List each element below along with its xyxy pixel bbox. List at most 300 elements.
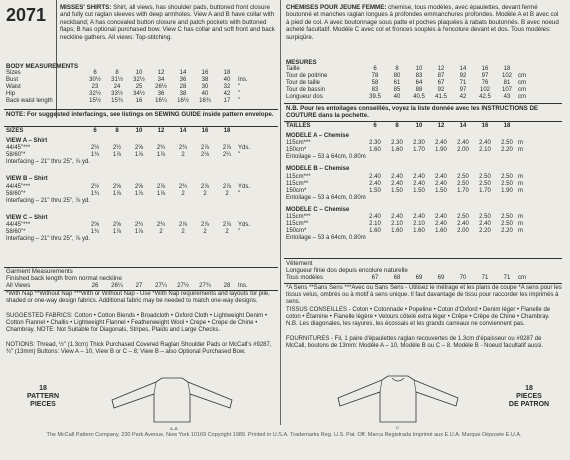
table-cell: 2⅝ xyxy=(112,221,122,228)
table-cell: Ins. xyxy=(238,77,248,84)
table-cell: 2⅞ xyxy=(178,221,188,228)
table-cell: 115cm*** xyxy=(286,214,311,221)
table-cell: 2½ xyxy=(112,145,122,152)
table-cell: 1.60 xyxy=(369,147,381,154)
metrage-tables xyxy=(286,123,562,242)
table-cell: 1⅞ xyxy=(112,229,122,236)
table-cell: 1.50 xyxy=(435,187,447,194)
table-cell: 2.40 xyxy=(435,180,447,187)
table-cell: 2⅞ xyxy=(222,183,232,190)
table-cell: 85 xyxy=(393,87,401,94)
table-cell: 2 xyxy=(181,152,185,159)
table-cell: 150cm* xyxy=(286,147,307,154)
table-cell: 39.5 xyxy=(369,94,381,101)
interfacing-line: Interfacing – 21" thru 25", ⅞ yd. xyxy=(6,236,90,243)
table-cell: 1.60 xyxy=(413,228,425,235)
table-cell: m xyxy=(518,180,523,187)
table-cell: 115cm** xyxy=(286,180,309,187)
table-cell: 1.70 xyxy=(479,187,491,194)
section-title: VIEW A – Shirt xyxy=(6,138,48,145)
table-cell: 2¾ xyxy=(178,145,188,152)
table-cell: 2.40 xyxy=(413,214,425,221)
extra-row xyxy=(286,195,538,202)
shirt-back-sketch xyxy=(92,370,252,430)
table-cell: 44/45"*** xyxy=(6,145,31,152)
mesure-row xyxy=(286,94,538,101)
french-header-text: chemise, tous modèles, avec épaulettes, devant fermé boutonné et manches raglan longues à profondes emmanchures profondes. Modèle A et B avec col à pied de col. A avec boutonnage sous patte et poches plaquées à rabats boutonnés. B avec noeud acheté facultatif. Modèle C avec col et fronces souples à l'encolure devant et dos. Tous modèles: surpiqûre. xyxy=(286,4,559,41)
pattern-pieces-count: 18 PATTERN PIECES xyxy=(26,385,60,408)
table-cell: 2.00 xyxy=(457,228,469,235)
table-cell: 69 xyxy=(415,274,423,281)
body-measurement-row xyxy=(6,84,258,91)
table-cell: 2.40 xyxy=(413,173,425,180)
table-cell: 38 xyxy=(179,91,187,98)
table-cell: 71 xyxy=(503,274,511,281)
table-cell: 12 xyxy=(437,123,445,129)
table-cell: " xyxy=(238,98,241,105)
copyright-footer: The McCall Pattern Company, 230 Park Avenue, New York 10169 Copyright 1989. Printed in U.S.A. Trademarks Reg. U.S. Pat. Off. Marca Registrada Imprimé aux E.U.A. Marque Déposée E.U.A. xyxy=(46,432,522,438)
table-cell: 28 xyxy=(223,282,231,289)
mesure-row xyxy=(286,66,538,73)
table-cell: 32½ xyxy=(89,91,101,98)
table-cell: 102 xyxy=(501,73,512,80)
table-cell: 1.50 xyxy=(391,187,403,194)
table-cell: 1¾ xyxy=(90,152,100,159)
table-cell: 16 xyxy=(481,66,489,72)
table-cell: 16 xyxy=(481,123,489,129)
table-cell: 2.40 xyxy=(457,140,469,147)
table-cell: 1⅞ xyxy=(156,190,166,197)
table-cell: 2⅝ xyxy=(134,145,144,152)
table-cell: 58 xyxy=(371,80,379,87)
table-cell: SIZES xyxy=(6,128,24,134)
table-cell: 58/60"* xyxy=(6,152,26,159)
table-cell: 2.40 xyxy=(391,173,403,180)
table-cell: Yds. xyxy=(238,145,251,152)
table-cell: 12 xyxy=(437,66,445,72)
section-title: VIEW B – Shirt xyxy=(6,176,48,183)
extra-row xyxy=(6,236,258,243)
table-cell: Back waist length xyxy=(6,98,53,105)
table-cell: 14 xyxy=(179,128,187,134)
table-cell: 36 xyxy=(179,77,187,84)
table-cell: 2.50 xyxy=(501,180,513,187)
table-cell: 16 xyxy=(201,128,209,134)
table-cell: 67 xyxy=(437,80,445,87)
divider xyxy=(4,126,278,127)
body-measurements-table xyxy=(6,70,278,105)
table-cell: 34 xyxy=(157,77,165,84)
table-cell: 27½ xyxy=(177,282,189,289)
table-cell: 1⅞ xyxy=(134,229,144,236)
table-cell: 1.70 xyxy=(457,187,469,194)
table-cell: 2.50 xyxy=(457,180,469,187)
table-cell: 2.10 xyxy=(369,221,381,228)
table-cell: 2½ xyxy=(90,145,100,152)
table-cell: 2.20 xyxy=(501,228,513,235)
table-cell: 150cm* xyxy=(286,187,307,194)
table-cell: 28 xyxy=(179,84,187,91)
table-cell: 2⅞ xyxy=(222,145,232,152)
table-cell: 18 xyxy=(223,70,231,76)
mesure-row xyxy=(286,87,538,94)
table-cell: Tour de taille xyxy=(286,80,321,87)
table-cell: Longueur dos xyxy=(286,94,323,101)
table-cell: 16½ xyxy=(177,98,189,105)
section-title-row xyxy=(6,166,258,183)
table-cell: 87 xyxy=(437,73,445,80)
table-cell: 2⅝ xyxy=(134,183,144,190)
table-cell: 2.00 xyxy=(457,147,469,154)
table-cell: 36 xyxy=(157,91,165,98)
pattern-number: 2071 xyxy=(6,5,47,25)
table-cell: 1⅞ xyxy=(156,152,166,159)
shirt-back-sketch-c xyxy=(318,368,478,430)
metrage-rows xyxy=(286,123,538,242)
garment-title: Garment Measurements xyxy=(6,268,73,275)
table-cell: All Views xyxy=(6,282,31,289)
metrage-row xyxy=(286,181,538,188)
table-cell: 2.40 xyxy=(413,180,425,187)
table-cell xyxy=(238,128,258,135)
table-cell: 1.90 xyxy=(501,187,513,194)
sizes-header-row xyxy=(6,128,258,135)
table-cell: 2¾ xyxy=(178,183,188,190)
table-cell: 10 xyxy=(415,123,423,129)
table-cell: 40.5 xyxy=(413,94,425,101)
mesure-row xyxy=(286,73,538,80)
table-cell: Waist xyxy=(6,84,21,91)
table-cell: 2.40 xyxy=(457,221,469,228)
yardage-row xyxy=(6,145,258,152)
table-cell: 1⅞ xyxy=(134,152,144,159)
table-cell: 1¾ xyxy=(90,229,100,236)
table-cell: 1⅞ xyxy=(112,152,122,159)
table-cell: 102 xyxy=(479,87,490,94)
table-cell: 78 xyxy=(371,73,379,80)
table-cell: 16¾ xyxy=(199,98,211,105)
table-cell: 2⅞ xyxy=(200,221,210,228)
table-cell: 2.50 xyxy=(501,173,513,180)
table-cell: Tour de bassin xyxy=(286,87,326,94)
table-cell: 2.50 xyxy=(479,214,491,221)
table-cell: " xyxy=(238,190,241,197)
table-cell: 40 xyxy=(223,77,231,84)
body-measurement-row xyxy=(6,77,258,84)
table-cell: m xyxy=(518,147,523,154)
table-cell: 80 xyxy=(393,73,401,80)
table-cell: 2 xyxy=(225,229,229,236)
tailles-header-row xyxy=(286,123,538,130)
table-cell: 30 xyxy=(201,84,209,91)
table-cell: 27¼ xyxy=(155,282,167,289)
english-title: MISSES' SHIRTS: xyxy=(60,4,112,11)
yardage-row xyxy=(6,184,258,191)
table-cell: 32½ xyxy=(133,77,145,84)
section-title-row xyxy=(286,202,538,214)
metrage-row xyxy=(286,214,538,221)
table-cell: Tous modèles xyxy=(286,274,324,281)
table-cell: 2⅞ xyxy=(200,183,210,190)
mesure-row xyxy=(286,80,538,87)
vetement-row xyxy=(286,275,538,282)
table-cell: 1¾ xyxy=(90,190,100,197)
table-cell: 2.50 xyxy=(479,180,491,187)
table-cell: 2.30 xyxy=(391,140,403,147)
table-cell: Ins. xyxy=(238,282,248,289)
section-title: MODELE B – Chemise xyxy=(286,166,350,173)
table-cell: Hip xyxy=(6,91,16,98)
fournitures: FOURNITURES - Fil, 1 paire d'épaulettes raglan recouvertes de 1.3cm d'épaisseur ou #9287 de McCall, boutons de 13mm: Modèle A – 10, Modèle B ou C – 8. Modèle B - Noeud facultatif aussi. xyxy=(286,336,544,350)
table-cell: 71 xyxy=(459,80,467,87)
table-cell: 2⅞ xyxy=(200,145,210,152)
table-cell: 92 xyxy=(459,73,467,80)
french-description xyxy=(286,4,562,41)
table-cell: 2.40 xyxy=(435,221,447,228)
garment-row xyxy=(6,283,258,290)
table-cell: 2 xyxy=(203,229,207,236)
body-measurement-row xyxy=(6,91,258,98)
table-cell: 150cm* xyxy=(286,228,307,235)
table-cell: 97 xyxy=(459,87,467,94)
divider xyxy=(284,258,562,259)
french-title: CHEMISES POUR JEUNE FEMME: xyxy=(286,4,387,11)
table-cell: 61 xyxy=(393,80,401,87)
table-cell: m xyxy=(518,228,523,235)
table-cell: 2.20 xyxy=(501,147,513,154)
table-cell: 2.40 xyxy=(435,214,447,221)
table-cell: 6 xyxy=(373,123,377,129)
metrage-row xyxy=(286,188,538,195)
divider xyxy=(4,109,278,110)
table-cell: " xyxy=(238,84,241,91)
table-cell: 16 xyxy=(135,98,143,105)
extra-row xyxy=(6,198,258,205)
table-cell: 31½ xyxy=(111,77,123,84)
table-cell: 83 xyxy=(415,73,423,80)
interfacing-line: Entoilage – 53 à 64cm, 0.80m xyxy=(286,154,366,161)
table-cell: 8 xyxy=(115,70,119,76)
table-cell: 12 xyxy=(157,128,165,134)
table-cell: 8 xyxy=(115,128,119,134)
table-cell: 2.40 xyxy=(369,214,381,221)
table-cell: 2 xyxy=(181,190,185,197)
table-cell: 10 xyxy=(135,128,143,134)
table-cell: 2.50 xyxy=(501,221,513,228)
interfacing-line: Entoilage – 53 à 64cm, 0.80m xyxy=(286,235,366,242)
table-cell: 2.40 xyxy=(479,221,491,228)
table-cell: 2¾ xyxy=(134,221,144,228)
table-cell: cm xyxy=(518,274,526,281)
table-cell: 1.70 xyxy=(413,147,425,154)
mesures-rows xyxy=(286,66,538,101)
table-cell: 2.10 xyxy=(479,147,491,154)
table-cell xyxy=(238,70,258,77)
mesures-title: MESURES xyxy=(286,59,317,66)
table-cell: m xyxy=(518,221,523,228)
table-cell: 14 xyxy=(459,66,467,72)
table-cell: 1.60 xyxy=(435,228,447,235)
table-cell: 8 xyxy=(395,123,399,129)
divider xyxy=(284,121,562,122)
pieces-de-patron-count: 18 PIECES DE PATRON xyxy=(508,385,550,408)
section-title-row xyxy=(286,161,538,173)
table-cell: 2⅝ xyxy=(112,183,122,190)
table-cell: " xyxy=(238,152,241,159)
tissus-conseilles: TISSUS CONSEILLES - Coton • Cotonnade • Popeline • Coton d'Oxford • Denim léger • Flanelle de coton • Étamine • Flanelle légère • Velours côtelé extra léger • Crêpe • Crêpe de Chine • Chambray. N.B. Les diagonales, les rayures, les écossais et les grands carreaux ne conviennent pas. xyxy=(286,307,551,328)
table-cell: 18 xyxy=(503,123,511,129)
table-cell: 97 xyxy=(481,73,489,80)
table-cell: 2¾ xyxy=(156,145,166,152)
table-cell: 2.50 xyxy=(457,214,469,221)
table-cell: 8 xyxy=(395,66,399,72)
table-cell: 40 xyxy=(201,91,209,98)
table-cell: 27¾ xyxy=(199,282,211,289)
extra-row xyxy=(6,159,258,166)
table-cell: 115cm*** xyxy=(286,173,311,180)
table-cell: 26 xyxy=(91,282,99,289)
vetement-title: Vêtement xyxy=(286,260,313,267)
english-description xyxy=(60,4,276,41)
table-cell: Yds. xyxy=(238,183,251,190)
table-cell: 2.10 xyxy=(391,221,403,228)
table-cell: 2.30 xyxy=(369,140,381,147)
table-cell: 26½ xyxy=(155,84,167,91)
table-cell: 1.50 xyxy=(413,187,425,194)
table-cell xyxy=(518,66,538,73)
table-cell: 2 xyxy=(181,229,185,236)
divider xyxy=(284,283,562,284)
table-cell: 42.5 xyxy=(479,94,491,101)
table-cell: 58/60"* xyxy=(6,190,26,197)
table-cell: 2 xyxy=(203,190,207,197)
table-cell: 27 xyxy=(135,282,143,289)
table-cell: 25 xyxy=(135,84,143,91)
vetement-row xyxy=(286,275,538,282)
table-cell: 2.40 xyxy=(369,173,381,180)
table-cell: Yds. xyxy=(238,221,251,228)
table-cell: 42 xyxy=(223,91,231,98)
metrage-row xyxy=(286,140,538,147)
table-cell: 2.50 xyxy=(501,214,513,221)
table-cell: cm xyxy=(518,87,526,94)
table-cell: 44/45"*** xyxy=(6,221,31,228)
table-cell: 23 xyxy=(91,84,99,91)
table-cell: 2.50 xyxy=(501,140,513,147)
table-cell: 16 xyxy=(201,70,209,76)
table-cell: 70 xyxy=(459,274,467,281)
table-cell: Tour de poitrine xyxy=(286,73,328,80)
table-cell: 10 xyxy=(415,66,423,72)
table-cell: 18 xyxy=(223,128,231,134)
yardage-row xyxy=(6,222,258,229)
table-cell: 67 xyxy=(371,274,379,281)
table-cell: 43 xyxy=(503,94,511,101)
extra-row xyxy=(286,235,538,242)
body-measurements-title: BODY MEASUREMENTS xyxy=(6,63,79,70)
table-cell: cm xyxy=(518,73,526,80)
table-cell: 12 xyxy=(157,70,165,76)
table-cell: 33½ xyxy=(111,91,123,98)
table-cell: 2.50 xyxy=(479,173,491,180)
table-cell: 2⅛ xyxy=(200,152,210,159)
metrage-row xyxy=(286,147,538,154)
sens-note: *A Sens **Sans Sens ***Avec ou Sans Sens - Utilisez le métrage et les plans de coupe *A sens pour les tissus velus, ombrés ou à motif à sens unique. Il faut davantage de tissu pour raccorder les imprimés à sens. xyxy=(286,285,562,306)
yardage-row xyxy=(6,191,258,198)
table-cell: 88 xyxy=(415,87,423,94)
yardage-tables xyxy=(6,128,278,243)
interfacing-line: Interfacing – 21" thru 25", ⅞ yd. xyxy=(6,197,90,204)
table-cell: Sizes xyxy=(6,70,21,76)
table-cell: 1.60 xyxy=(391,147,403,154)
table-cell: 2⅞ xyxy=(222,221,232,228)
table-cell: Taille xyxy=(286,66,300,72)
table-cell: 1.50 xyxy=(369,187,381,194)
table-cell: 58/60"* xyxy=(6,229,26,236)
table-cell: 16¼ xyxy=(155,98,167,105)
table-cell: Bust xyxy=(6,77,19,84)
table-cell: 1⅞ xyxy=(112,190,122,197)
table-cell: 2.30 xyxy=(413,140,425,147)
table-cell: 2¼ xyxy=(222,152,232,159)
table-cell: 14 xyxy=(459,123,467,129)
table-cell: 6 xyxy=(373,66,377,72)
section-title: MODELE A – Chemise xyxy=(286,133,349,140)
table-cell: m xyxy=(518,140,523,147)
table-cell: 24 xyxy=(113,84,121,91)
section-title-row xyxy=(6,135,258,145)
table-cell: 6 xyxy=(93,70,97,76)
table-cell: 2.40 xyxy=(479,140,491,147)
notions: NOTIONS: Thread, ½" (1.3cm) Thick Purchased Covered Raglan Shoulder Pads or McCall's #9287, ¾" (13mm) Buttons: View A – 10, View B or C – 8; View B – also Optional Purchased Bow. xyxy=(6,342,272,356)
table-cell: 69 xyxy=(437,274,445,281)
metrage-row xyxy=(286,221,538,228)
yardage-row xyxy=(6,152,258,159)
table-cell: 83 xyxy=(371,87,379,94)
table-cell: 115cm*** xyxy=(286,140,311,147)
table-cell: 6 xyxy=(93,128,97,134)
table-cell: 41.5 xyxy=(435,94,447,101)
table-cell: 44/45"*** xyxy=(6,183,31,190)
table-cell: " xyxy=(238,91,241,98)
table-cell: 81 xyxy=(503,80,511,87)
table-cell: 68 xyxy=(393,274,401,281)
garment-row xyxy=(6,283,258,290)
yardage-rows xyxy=(6,128,258,243)
table-cell: 71 xyxy=(481,274,489,281)
table-cell xyxy=(518,123,538,130)
table-cell: 2 xyxy=(225,190,229,197)
center-divider xyxy=(280,0,281,425)
suggested-fabrics: SUGGESTED FABRICS: Cotton • Cotton Blends • Broadcloth • Oxford Cloth • Lightweight Denim • Cotton Flannel • Challis • Lightweight Flannel • Featherweight Wool • Crepe • Crepe de Chine • Chambray. NOTE: Not Suitable for Diagonals, Stripes, Plaids and Large Checks. xyxy=(6,313,267,334)
interfacing-line: Entoilage – 53 à 64cm, 0.80m xyxy=(286,194,366,201)
mesures-table xyxy=(286,66,562,101)
table-cell: 15¾ xyxy=(111,98,123,105)
table-cell: 17 xyxy=(223,98,231,105)
yardage-row xyxy=(6,229,258,236)
table-cell: 2⅞ xyxy=(156,183,166,190)
table-cell: 38 xyxy=(201,77,209,84)
table-cell: 2⅝ xyxy=(90,221,100,228)
table-cell: 42 xyxy=(459,94,467,101)
table-cell: 64 xyxy=(415,80,423,87)
table-cell: 2.40 xyxy=(369,180,381,187)
table-cell: 15½ xyxy=(89,98,101,105)
table-cell: TAILLES xyxy=(286,123,311,129)
table-cell: 2.20 xyxy=(479,228,491,235)
table-cell: 2½ xyxy=(90,183,100,190)
metrage-row xyxy=(286,174,538,181)
